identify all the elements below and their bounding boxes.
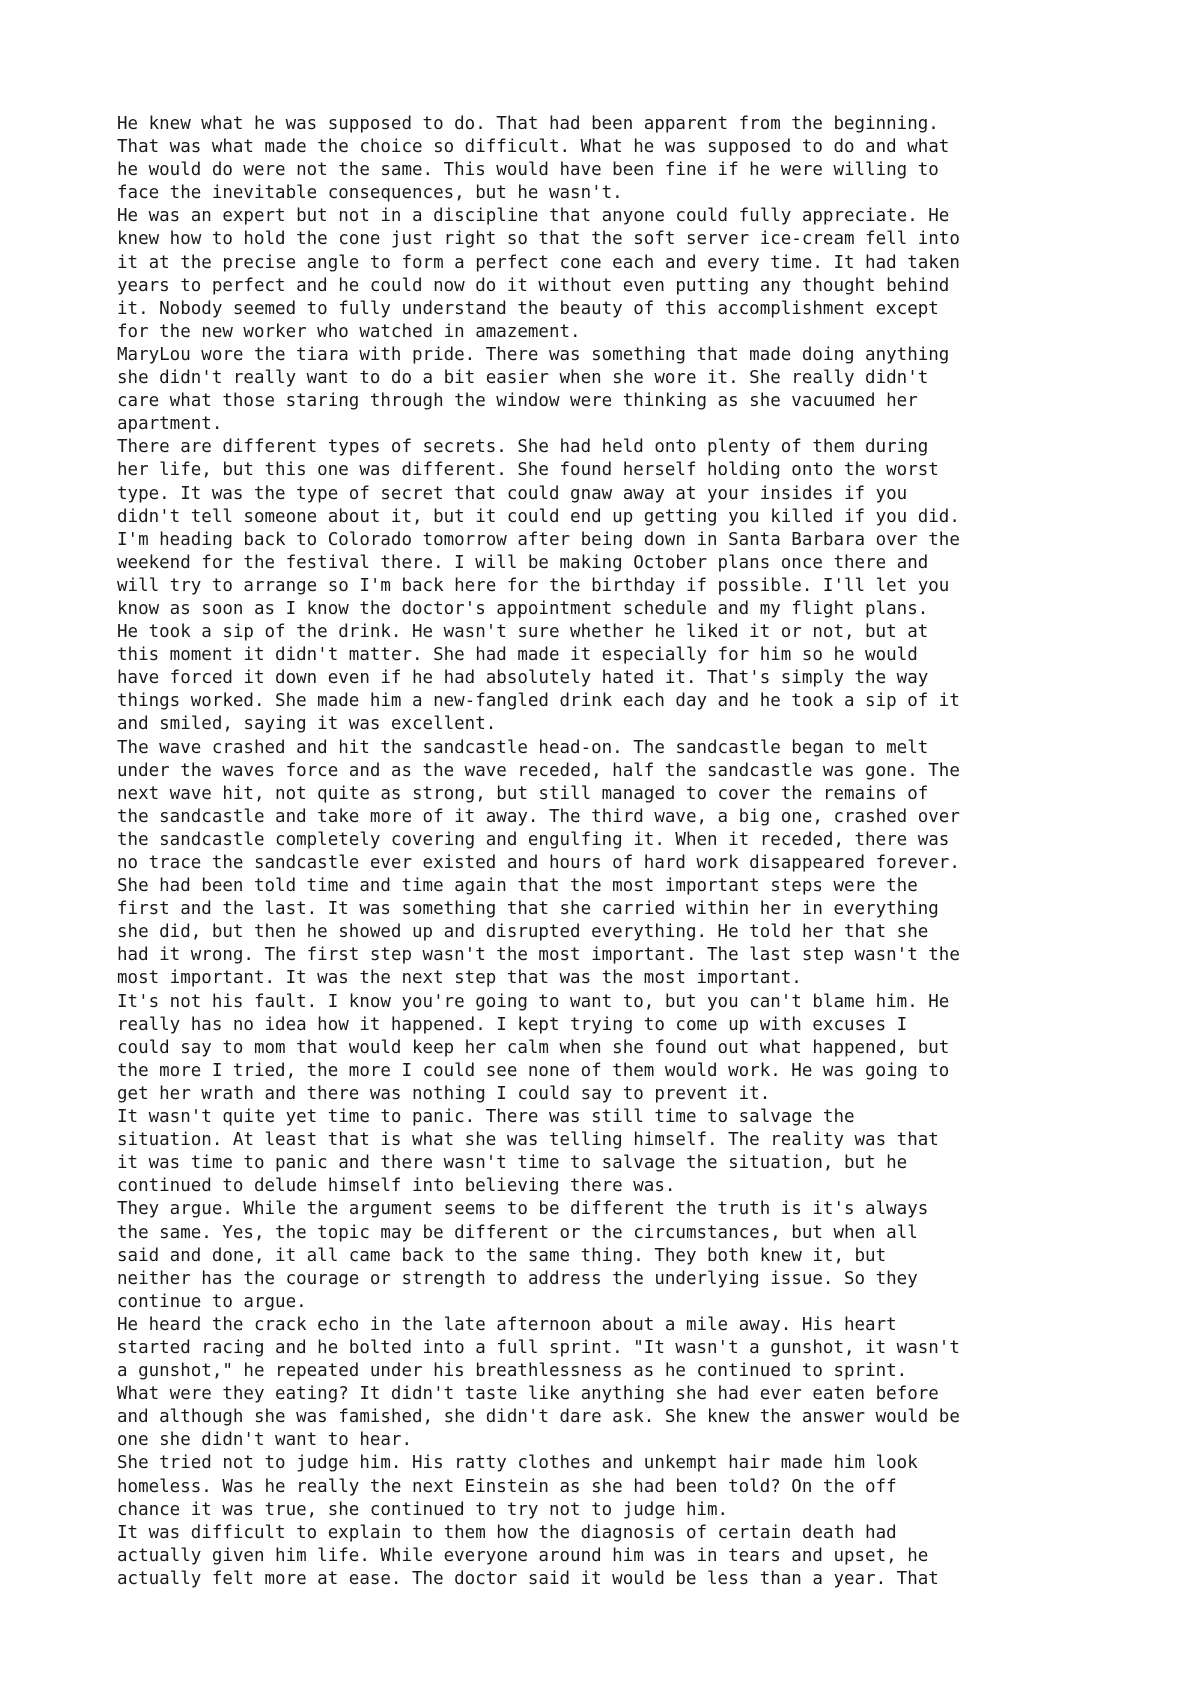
text-line: the sandcastle completely covering and engulfing it. When it receded, there was: [117, 829, 950, 850]
text-line: the sandcastle and take more of it away. The third wave, a big one, crashed over: [117, 806, 960, 827]
text-line: it at the precise angle to form a perfect cone each and every time. It had taken: [117, 252, 960, 273]
text-line: have forced it down even if he had absolutely hated it. That's simply the way: [117, 668, 929, 689]
text-line: years to perfect and he could now do it without even putting any thought behind: [117, 275, 950, 296]
text-line: What were they eating? It didn't taste like anything she had ever eaten before: [117, 1384, 939, 1405]
text-line: she didn't really want to do a bit easier when she wore it. She really didn't: [117, 368, 929, 389]
text-line: situation. At least that is what she was telling himself. The reality was that: [117, 1130, 939, 1151]
text-line: There are different types of secrets. She had held onto plenty of them during: [117, 437, 929, 458]
text-line: most important. It was the next step that was the most important.: [117, 968, 802, 989]
text-line: the same. Yes, the topic may be different or the circumstances, but when all: [117, 1222, 918, 1243]
text-line: next wave hit, not quite as strong, but still managed to cover the remains of: [117, 783, 929, 804]
text-line: will try to arrange so I'm back here for the birthday if possible. I'll let you: [117, 575, 950, 596]
text-line: things worked. She made him a new-fangled drink each day and he took a sip of it: [117, 691, 960, 712]
text-line: the more I tried, the more I could see none of them would work. He was going to: [117, 1060, 950, 1081]
text-line: He took a sip of the drink. He wasn't sure whether he liked it or not, but at: [117, 622, 929, 643]
text-line: really has no idea how it happened. I kept trying to come up with excuses I: [117, 1014, 908, 1035]
text-line: one she didn't want to hear.: [117, 1430, 413, 1451]
text-line: MaryLou wore the tiara with pride. There was something that made doing anything: [117, 344, 950, 365]
text-line: She had been told time and time again that the most important steps were the: [117, 876, 918, 897]
text-line: She tried not to judge him. His ratty clothes and unkempt hair made him look: [117, 1453, 918, 1474]
text-line: They argue. While the argument seems to be different the truth is it's always: [117, 1199, 929, 1220]
text-line: didn't tell someone about it, but it could end up getting you killed if you did.: [117, 506, 960, 527]
text-line: apartment.: [117, 414, 223, 435]
text-line: face the inevitable consequences, but he wasn't.: [117, 183, 623, 204]
text-line: actually given him life. While everyone around him was in tears and upset, he: [117, 1545, 929, 1566]
text-line: That was what made the choice so difficult. What he was supposed to do and what: [117, 137, 950, 158]
text-line: It was difficult to explain to them how the diagnosis of certain death had: [117, 1522, 897, 1543]
document-body: [117, 113, 1117, 1591]
text-line: it was time to panic and there wasn't time to salvage the situation, but he: [117, 1153, 908, 1174]
text-line: chance it was true, she continued to try not to judge him.: [117, 1499, 729, 1520]
text-line: He was an expert but not in a discipline that anyone could fully appreciate. He: [117, 206, 950, 227]
text-line: and although she was famished, she didn't dare ask. She knew the answer would be: [117, 1407, 960, 1428]
text-line: first and the last. It was something that she carried within her in everything: [117, 899, 939, 920]
text-line: it. Nobody seemed to fully understand the beauty of this accomplishment except: [117, 298, 939, 319]
text-line: care what those staring through the window were thinking as she vacuumed her: [117, 391, 918, 412]
text-line: for the new worker who watched in amazement.: [117, 321, 581, 342]
text-line: know as soon as I know the doctor's appointment schedule and my flight plans.: [117, 598, 929, 619]
text-line: he would do were not the same. This would have been fine if he were willing to: [117, 160, 939, 181]
text-line: had it wrong. The first step wasn't the most important. The last step wasn't the: [117, 945, 960, 966]
text-line: knew how to hold the cone just right so that the soft server ice-cream fell into: [117, 229, 960, 250]
text-line: no trace the sandcastle ever existed and hours of hard work disappeared forever.: [117, 853, 960, 873]
text-line: The wave crashed and hit the sandcastle head-on. The sandcastle began to melt: [117, 737, 929, 758]
text-line: It wasn't quite yet time to panic. There was still time to salvage the: [117, 1107, 855, 1128]
text-line: this moment it didn't matter. She had made it especially for him so he would: [117, 645, 918, 666]
text-line: I'm heading back to Colorado tomorrow after being down in Santa Barbara over the: [117, 529, 960, 550]
text-line: neither has the courage or strength to address the underlying issue. So they: [117, 1268, 918, 1289]
text-line: and smiled, saying it was excellent.: [117, 714, 497, 735]
text-line: get her wrath and there was nothing I could say to prevent it.: [117, 1083, 771, 1104]
text-line: actually felt more at ease. The doctor said it would be less than a year. That: [117, 1568, 939, 1589]
text-line: under the waves force and as the wave receded, half the sandcastle was gone. The: [117, 760, 960, 781]
text-line: could say to mom that would keep her calm when she found out what happened, but: [117, 1037, 950, 1058]
text-line: He heard the crack echo in the late afternoon about a mile away. His heart: [117, 1314, 897, 1335]
text-line: homeless. Was he really the next Einstein as she had been told? On the off: [117, 1476, 897, 1497]
text-line: continue to argue.: [117, 1291, 307, 1312]
text-line: her life, but this one was different. She found herself holding onto the worst: [117, 460, 939, 481]
text-line: continued to delude himself into believing there was.: [117, 1176, 676, 1197]
text-line: started racing and he bolted into a full sprint. "It wasn't a gunshot, it wasn't: [117, 1337, 960, 1358]
text-line: weekend for the festival there. I will be making October plans once there and: [117, 552, 929, 573]
text-line: a gunshot," he repeated under his breathlessness as he continued to sprint.: [117, 1361, 908, 1382]
text-line: He knew what he was supposed to do. That had been apparent from the beginning.: [117, 114, 939, 134]
text-line: said and done, it all came back to the same thing. They both knew it, but: [117, 1245, 887, 1266]
text-line: she did, but then he showed up and disrupted everything. He told her that she: [117, 922, 929, 943]
text-line: type. It was the type of secret that could gnaw away at your insides if you: [117, 483, 908, 504]
text-line: It's not his fault. I know you're going to want to, but you can't blame him. He: [117, 991, 950, 1012]
